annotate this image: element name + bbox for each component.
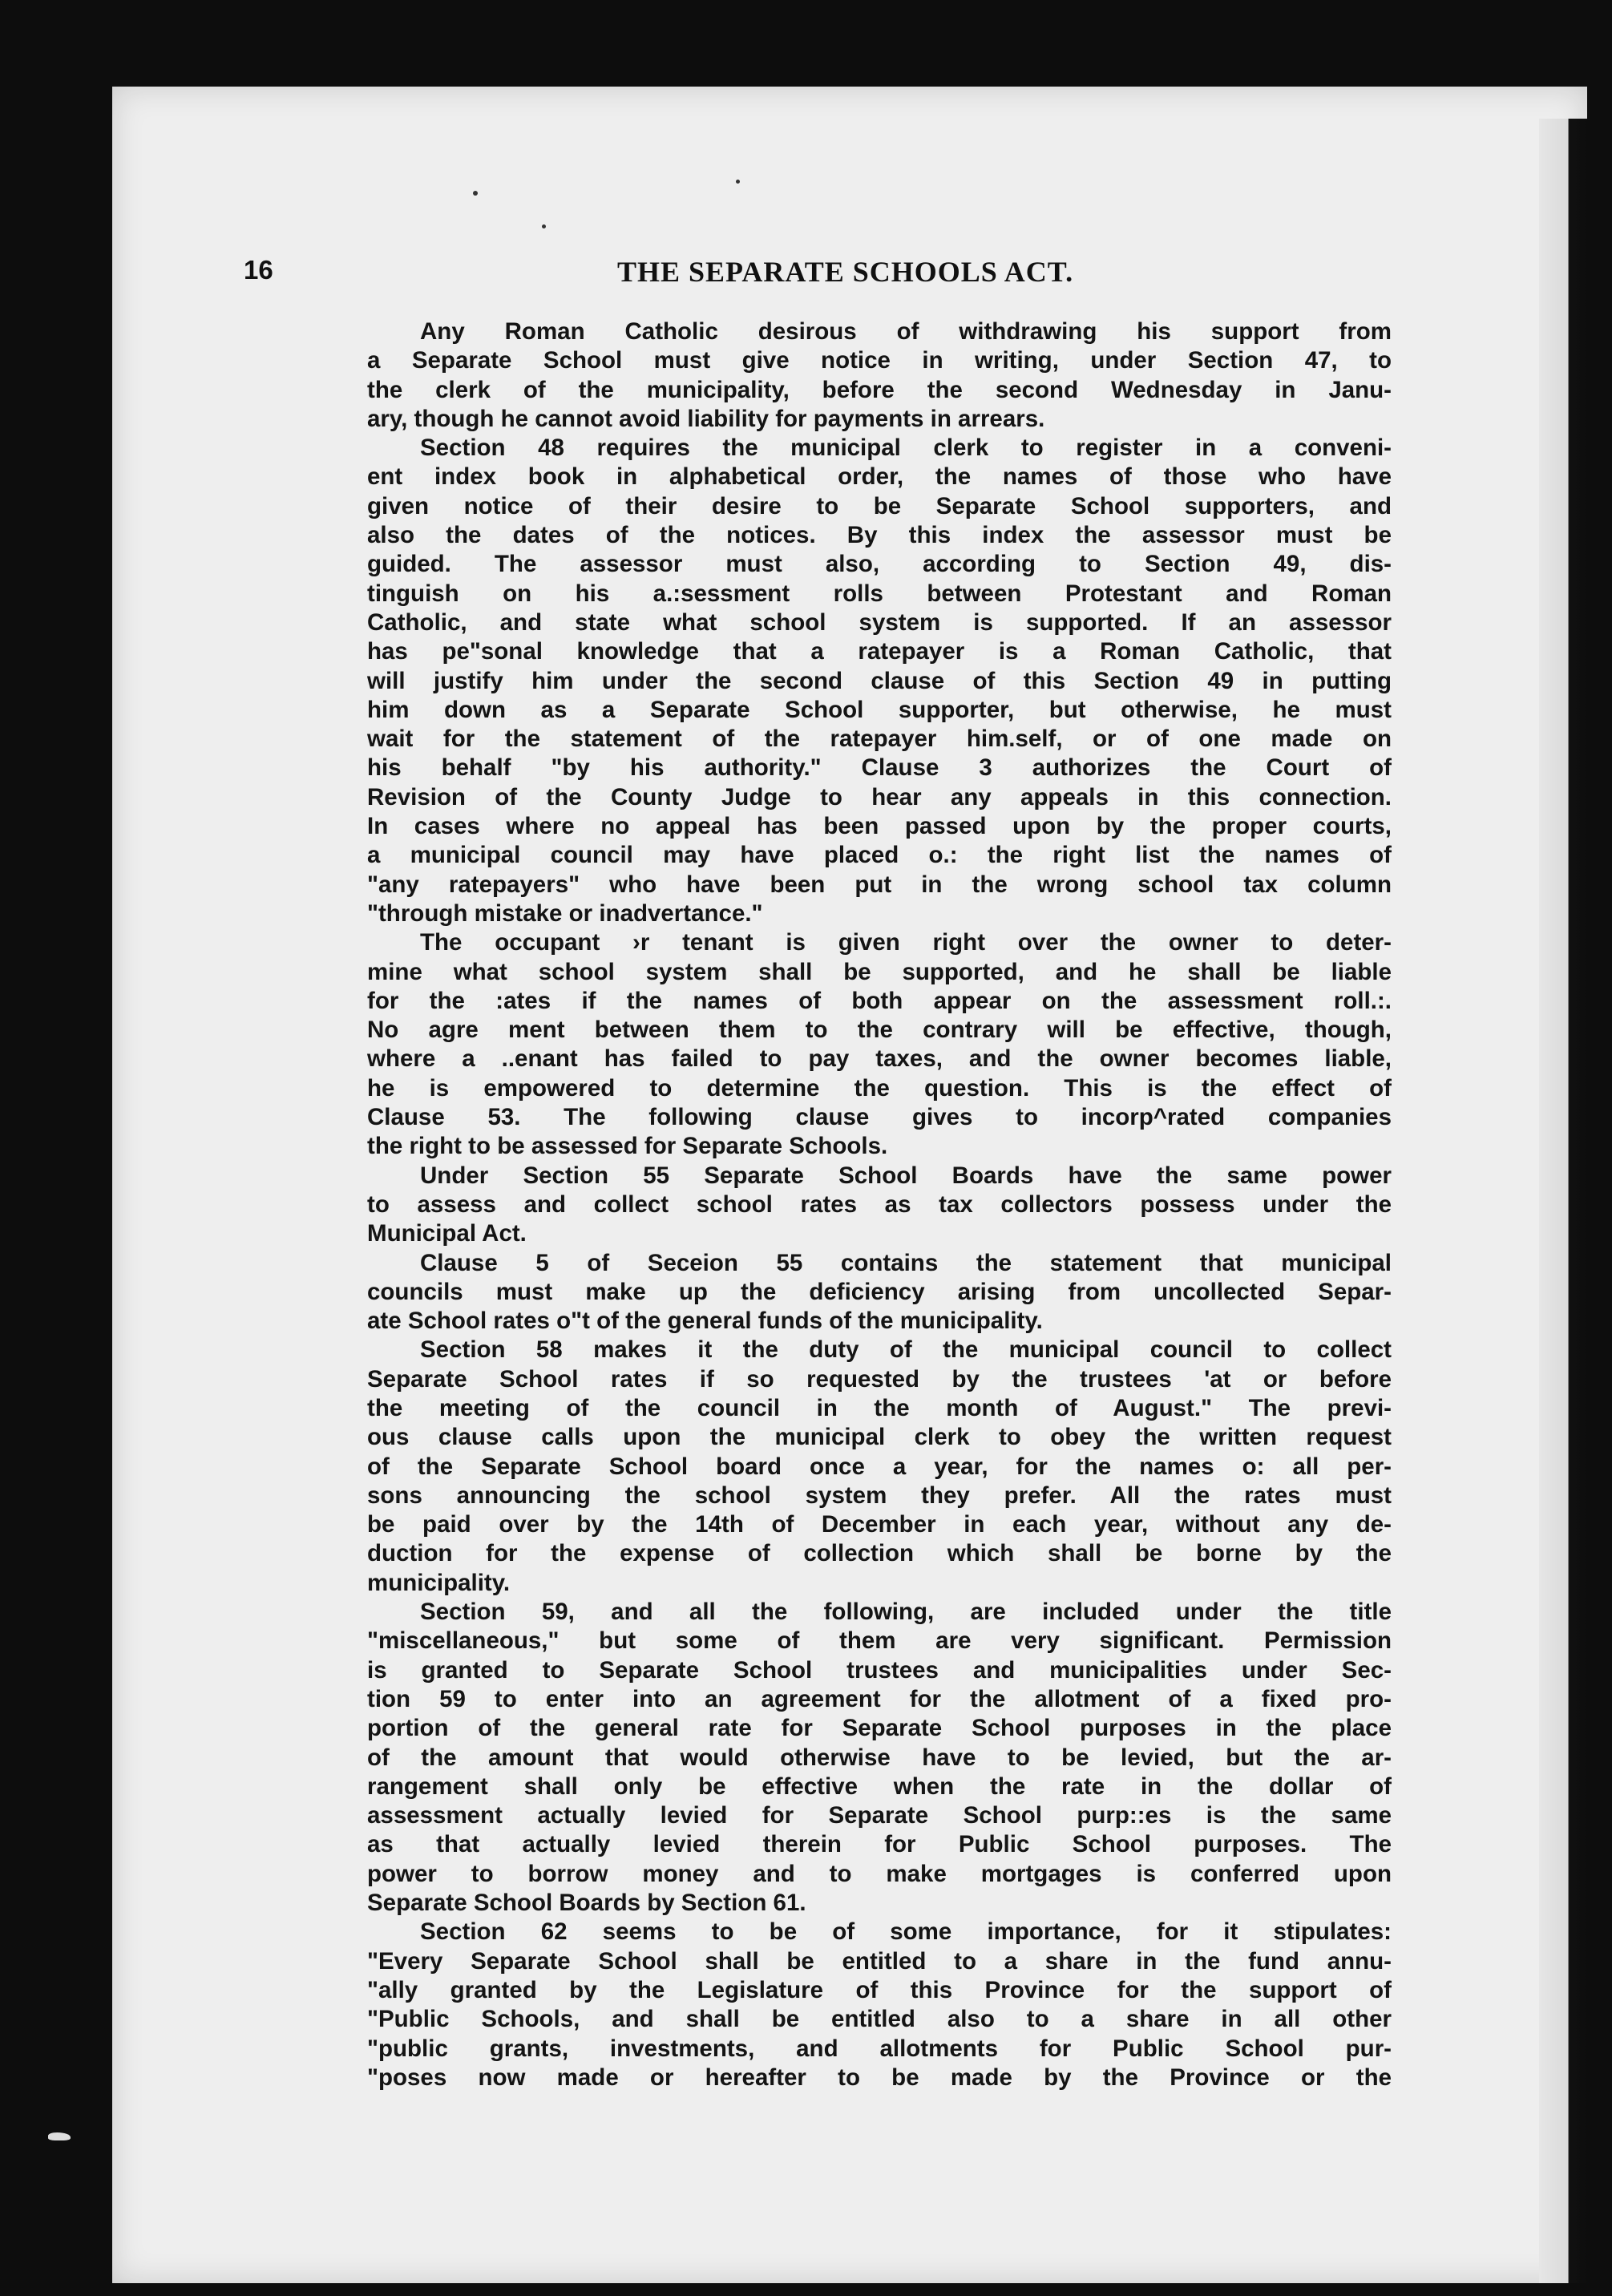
scan-speck: [48, 2132, 71, 2140]
text-line: be paid over by the 14th of December in each year, without any de-: [367, 1511, 1392, 1538]
text-line: "through mistake or inadvertance.": [367, 899, 763, 927]
text-line: a municipal council may have placed o.: the right list the names of: [367, 842, 1392, 869]
text-line: "Public Schools, and shall be entitled also to a share in all other: [367, 2006, 1392, 2033]
text-line: the clerk of the municipality, before the second Wednesday in Janu-: [367, 376, 1392, 403]
text-line: Section 62 seems to be of some importance, for it stipulates:: [420, 1918, 1392, 1946]
text-line: ous clause calls upon the municipal clerk to obey the written request: [367, 1424, 1392, 1451]
text-line: "ally granted by the Legislature of this Province for the support of: [367, 1976, 1392, 2003]
text-line: Revision of the County Judge to hear any appeals in this connection.: [367, 783, 1392, 810]
text-line: as that actually levied therein for Public School purposes. The: [367, 1831, 1392, 1858]
text-line: "Every Separate School shall be entitled to a share in the fund annu-: [367, 1947, 1392, 1975]
text-line: duction for the expense of collection which shall be borne by the: [367, 1540, 1392, 1567]
text-line: the right to be assessed for Separate Schools.: [367, 1133, 888, 1160]
page-header: [244, 255, 1393, 295]
text-line: portion of the general rate for Separate School purposes in the place: [367, 1715, 1392, 1742]
text-line: "miscellaneous," but some of them are very significant. Permission: [367, 1627, 1392, 1655]
text-line: ent index book in alphabetical order, the names of those who have: [367, 463, 1392, 491]
text-line: Section 59, and all the following, are included under the title: [420, 1599, 1392, 1626]
text-line: "public grants, investments, and allotments for Public School pur-: [367, 2035, 1392, 2062]
text-line: mine what school system shall be supported, and he shall be liable: [367, 958, 1392, 985]
text-line: The occupant ›r tenant is given right over the owner to deter-: [420, 929, 1392, 956]
text-line: Catholic, and state what school system is supported. If an assessor: [367, 608, 1392, 636]
text-line: tinguish on his a.:sessment rolls between Protestant and Roman: [367, 580, 1392, 607]
text-line: guided. The assessor must also, according to Section 49, dis-: [367, 551, 1392, 578]
text-line: ary, though he cannot avoid liability for payments in arrears.: [367, 405, 1045, 432]
text-line: Separate School rates if so requested by the trustees 'at or before: [367, 1365, 1392, 1393]
text-line: No agre ment between them to the contrary will be effective, though,: [367, 1017, 1392, 1044]
text-line: has pe"sonal knowledge that a ratepayer is a Roman Catholic, that: [367, 638, 1392, 665]
text-line: power to borrow money and to make mortgages is conferred upon: [367, 1860, 1392, 1887]
body-text: [367, 317, 1392, 2092]
text-line: his behalf "by his authority." Clause 3 authorizes the Court of: [367, 754, 1392, 782]
text-line: councils must make up the deficiency arising from uncollected Separ-: [367, 1278, 1392, 1305]
text-line: Clause 5 of Seceion 55 contains the statement that municipal: [420, 1249, 1392, 1276]
page-number: 16: [244, 255, 273, 285]
page-edge-shadow: [1539, 119, 1587, 2283]
scan-speck: [736, 180, 740, 184]
text-line: rangement shall only be effective when the rate in the dollar of: [367, 1773, 1392, 1800]
text-line: "any ratepayers" who have been put in the wrong school tax column: [367, 871, 1392, 898]
running-title: THE SEPARATE SCHOOLS ACT.: [617, 256, 1074, 288]
text-line: Section 58 makes it the duty of the municipal council to collect: [420, 1336, 1392, 1364]
text-line: Any Roman Catholic desirous of withdrawing his support from: [420, 318, 1392, 345]
text-line: given notice of their desire to be Separate School supporters, and: [367, 492, 1392, 519]
text-line: he is empowered to determine the question. This is the effect of: [367, 1074, 1392, 1102]
scan-speck: [473, 191, 478, 196]
text-line: a Separate School must give notice in writing, under Section 47, to: [367, 347, 1392, 374]
text-line: assessment actually levied for Separate School purp::es is the same: [367, 1802, 1392, 1829]
text-line: "poses now made or hereafter to be made by the Province or the: [367, 2064, 1392, 2091]
text-line: of the Separate School board once a year, for the names o: all per-: [367, 1453, 1392, 1480]
text-line: also the dates of the notices. By this index the assessor must be: [367, 522, 1392, 549]
text-line: In cases where no appeal has been passed upon by the proper courts,: [367, 813, 1392, 840]
text-line: of the amount that would otherwise have to be levied, but the ar-: [367, 1744, 1392, 1771]
text-line: to assess and collect school rates as tax collectors possess under the: [367, 1190, 1392, 1218]
text-line: Municipal Act.: [367, 1220, 527, 1247]
scan-speck: [542, 224, 546, 228]
text-line: sons announcing the school system they prefer. All the rates must: [367, 1481, 1392, 1509]
text-line: tion 59 to enter into an agreement for the allotment of a fixed pro-: [367, 1685, 1392, 1712]
text-line: where a ..enant has failed to pay taxes, and the owner becomes liable,: [367, 1045, 1392, 1073]
text-line: him down as a Separate School supporter, but otherwise, he must: [367, 696, 1392, 723]
text-line: Under Section 55 Separate School Boards have the same power: [420, 1162, 1392, 1189]
text-line: the meeting of the council in the month of August." The previ-: [367, 1394, 1392, 1421]
text-line: is granted to Separate School trustees and municipalities under Sec-: [367, 1656, 1392, 1684]
text-line: wait for the statement of the ratepayer him.self, or of one made on: [367, 726, 1392, 753]
text-line: ate School rates o"t of the general funds of the municipality.: [367, 1308, 1043, 1335]
text-line: Clause 53. The following clause gives to incorp^rated companies: [367, 1104, 1392, 1131]
text-line: will justify him under the second clause of this Section 49 in putting: [367, 667, 1392, 694]
text-line: municipality.: [367, 1569, 511, 1596]
text-line: Separate School Boards by Section 61.: [367, 1890, 806, 1917]
text-line: for the :ates if the names of both appear on the assessment roll.:.: [367, 987, 1392, 1014]
text-line: Section 48 requires the municipal clerk to register in a conveni-: [420, 435, 1392, 462]
